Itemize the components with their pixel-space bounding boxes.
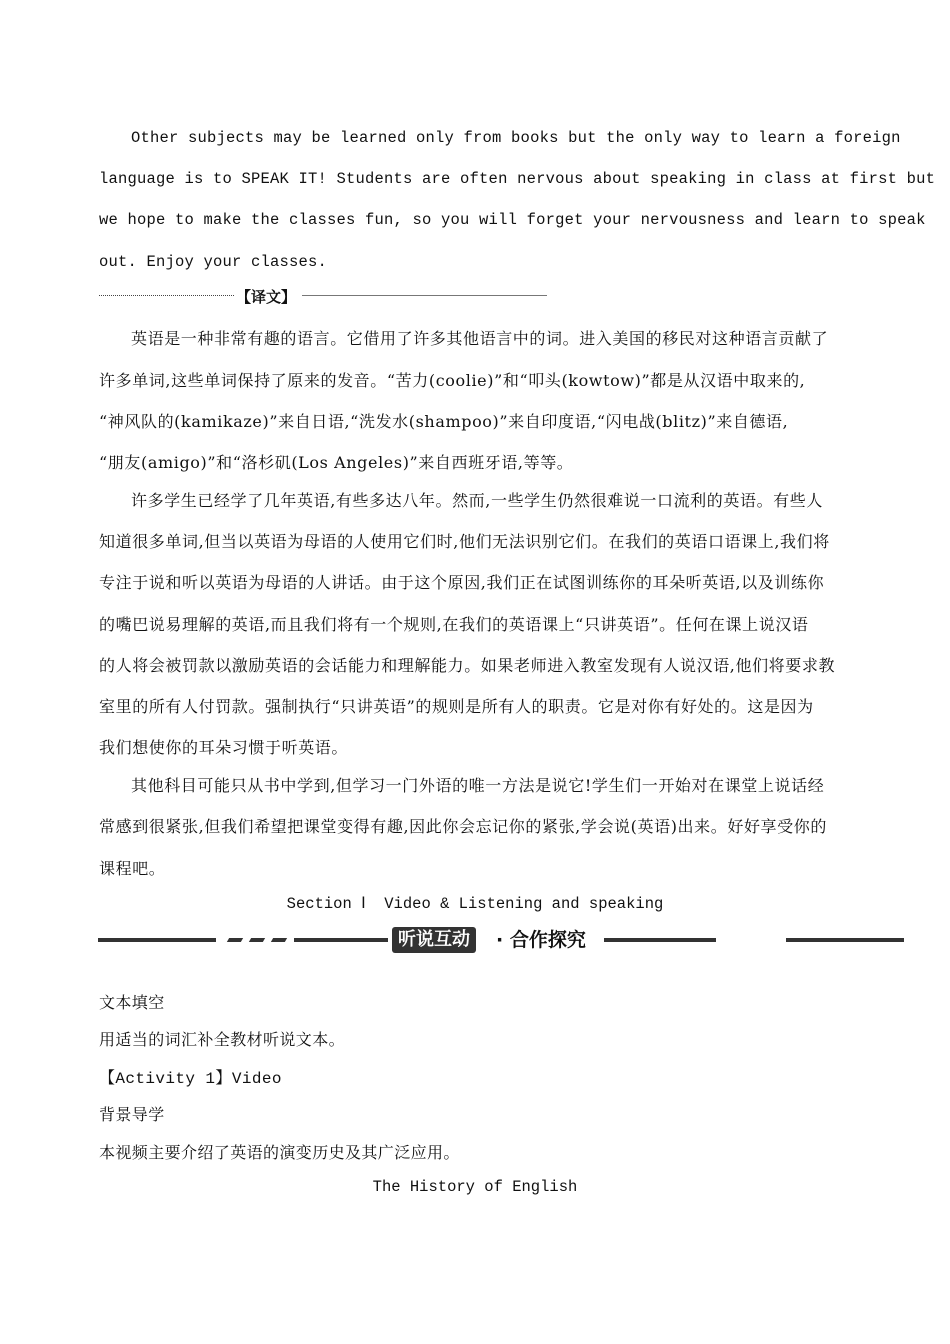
translation-line: “朋友(amigo)”和“洛杉矶(Los Angeles)”来自西班牙语,等等。 (99, 453, 574, 472)
heading-text-fill: 文本填空 (99, 993, 165, 1012)
banner-dash (271, 938, 287, 942)
dotted-rule (99, 295, 234, 296)
banner-rule (98, 938, 216, 942)
english-text-line: Other subjects may be learned only from books but the only way to learn a foreign (131, 129, 901, 147)
translation-line: 知道很多单词,但当以英语为母语的人使用它们时,他们无法识别它们。在我们的英语口语课上,我们将 (99, 532, 830, 551)
translation-label: 【译文】 (236, 288, 297, 306)
banner-rule (294, 938, 388, 942)
banner-subtitle: · 合作探究 (496, 929, 586, 951)
banner-rule (786, 938, 904, 942)
activity-label: 【Activity 1】Video (99, 1070, 282, 1088)
translation-line: 室里的所有人付罚款。强制执行“只讲英语”的规则是所有人的职责。它是对你有好处的。这是因为 (99, 697, 814, 716)
translation-line: 课程吧。 (99, 859, 166, 878)
english-text-line: language is to SPEAK IT! Students are often nervous about speaking in class at first but (99, 170, 936, 188)
translation-line: 的人将会被罚款以激励英语的会话能力和理解能力。如果老师进入教室发现有人说汉语,他们将要求教 (99, 656, 836, 675)
translation-line: 其他科目可能只从书中学到,但学习一门外语的唯一方法是说它!学生们一开始对在课堂上说话经 (131, 776, 825, 795)
english-text-line: out. Enjoy your classes. (99, 253, 328, 271)
summary-text: 本视频主要介绍了英语的演变历史及其广泛应用。 (99, 1143, 460, 1162)
section-banner (98, 926, 906, 954)
video-title: The History of English (372, 1178, 578, 1196)
instruction-text: 用适当的词汇补全教材听说文本。 (99, 1030, 346, 1049)
translation-line: 专注于说和听以英语为母语的人讲话。由于这个原因,我们正在试图训练你的耳朵听英语,以及训练你 (99, 573, 825, 592)
translation-line: “神风队的(kamikaze)”来自日语,“洗发水(shampoo)”来自印度语,“闪电战(blitz)”来自德语, (99, 412, 789, 431)
banner-rule (604, 938, 716, 942)
translation-header (99, 286, 549, 306)
heading-background: 背景导学 (99, 1105, 165, 1124)
translation-line: 许多学生已经学了几年英语,有些多达八年。然而,一些学生仍然很难说一口流利的英语。有些人 (131, 491, 823, 510)
banner-tag: 听说互动 (392, 927, 476, 953)
banner-dash (227, 938, 243, 942)
translation-line: 常感到很紧张,但我们希望把课堂变得有趣,因此你会忘记你的紧张,学会说(英语)出来。好好享受你的 (99, 817, 827, 836)
translation-line: 的嘴巴说易理解的英语,而且我们将有一个规则,在我们的英语课上“只讲英语”。任何在课上说汉语 (99, 615, 809, 634)
section-title: Section Ⅰ Video & Listening and speaking (286, 895, 664, 913)
banner-dash (249, 938, 265, 942)
translation-line: 许多单词,这些单词保持了原来的发音。“苦力(coolie)”和“叩头(kowtow)”都是从汉语中取来的, (99, 371, 806, 390)
translation-line: 英语是一种非常有趣的语言。它借用了许多其他语言中的词。进入美国的移民对这种语言贡献了 (131, 329, 829, 348)
english-text-line: we hope to make the classes fun, so you will forget your nervousness and learn to speak (99, 211, 926, 229)
solid-rule (302, 295, 547, 296)
translation-line: 我们想使你的耳朵习惯于听英语。 (99, 738, 349, 757)
